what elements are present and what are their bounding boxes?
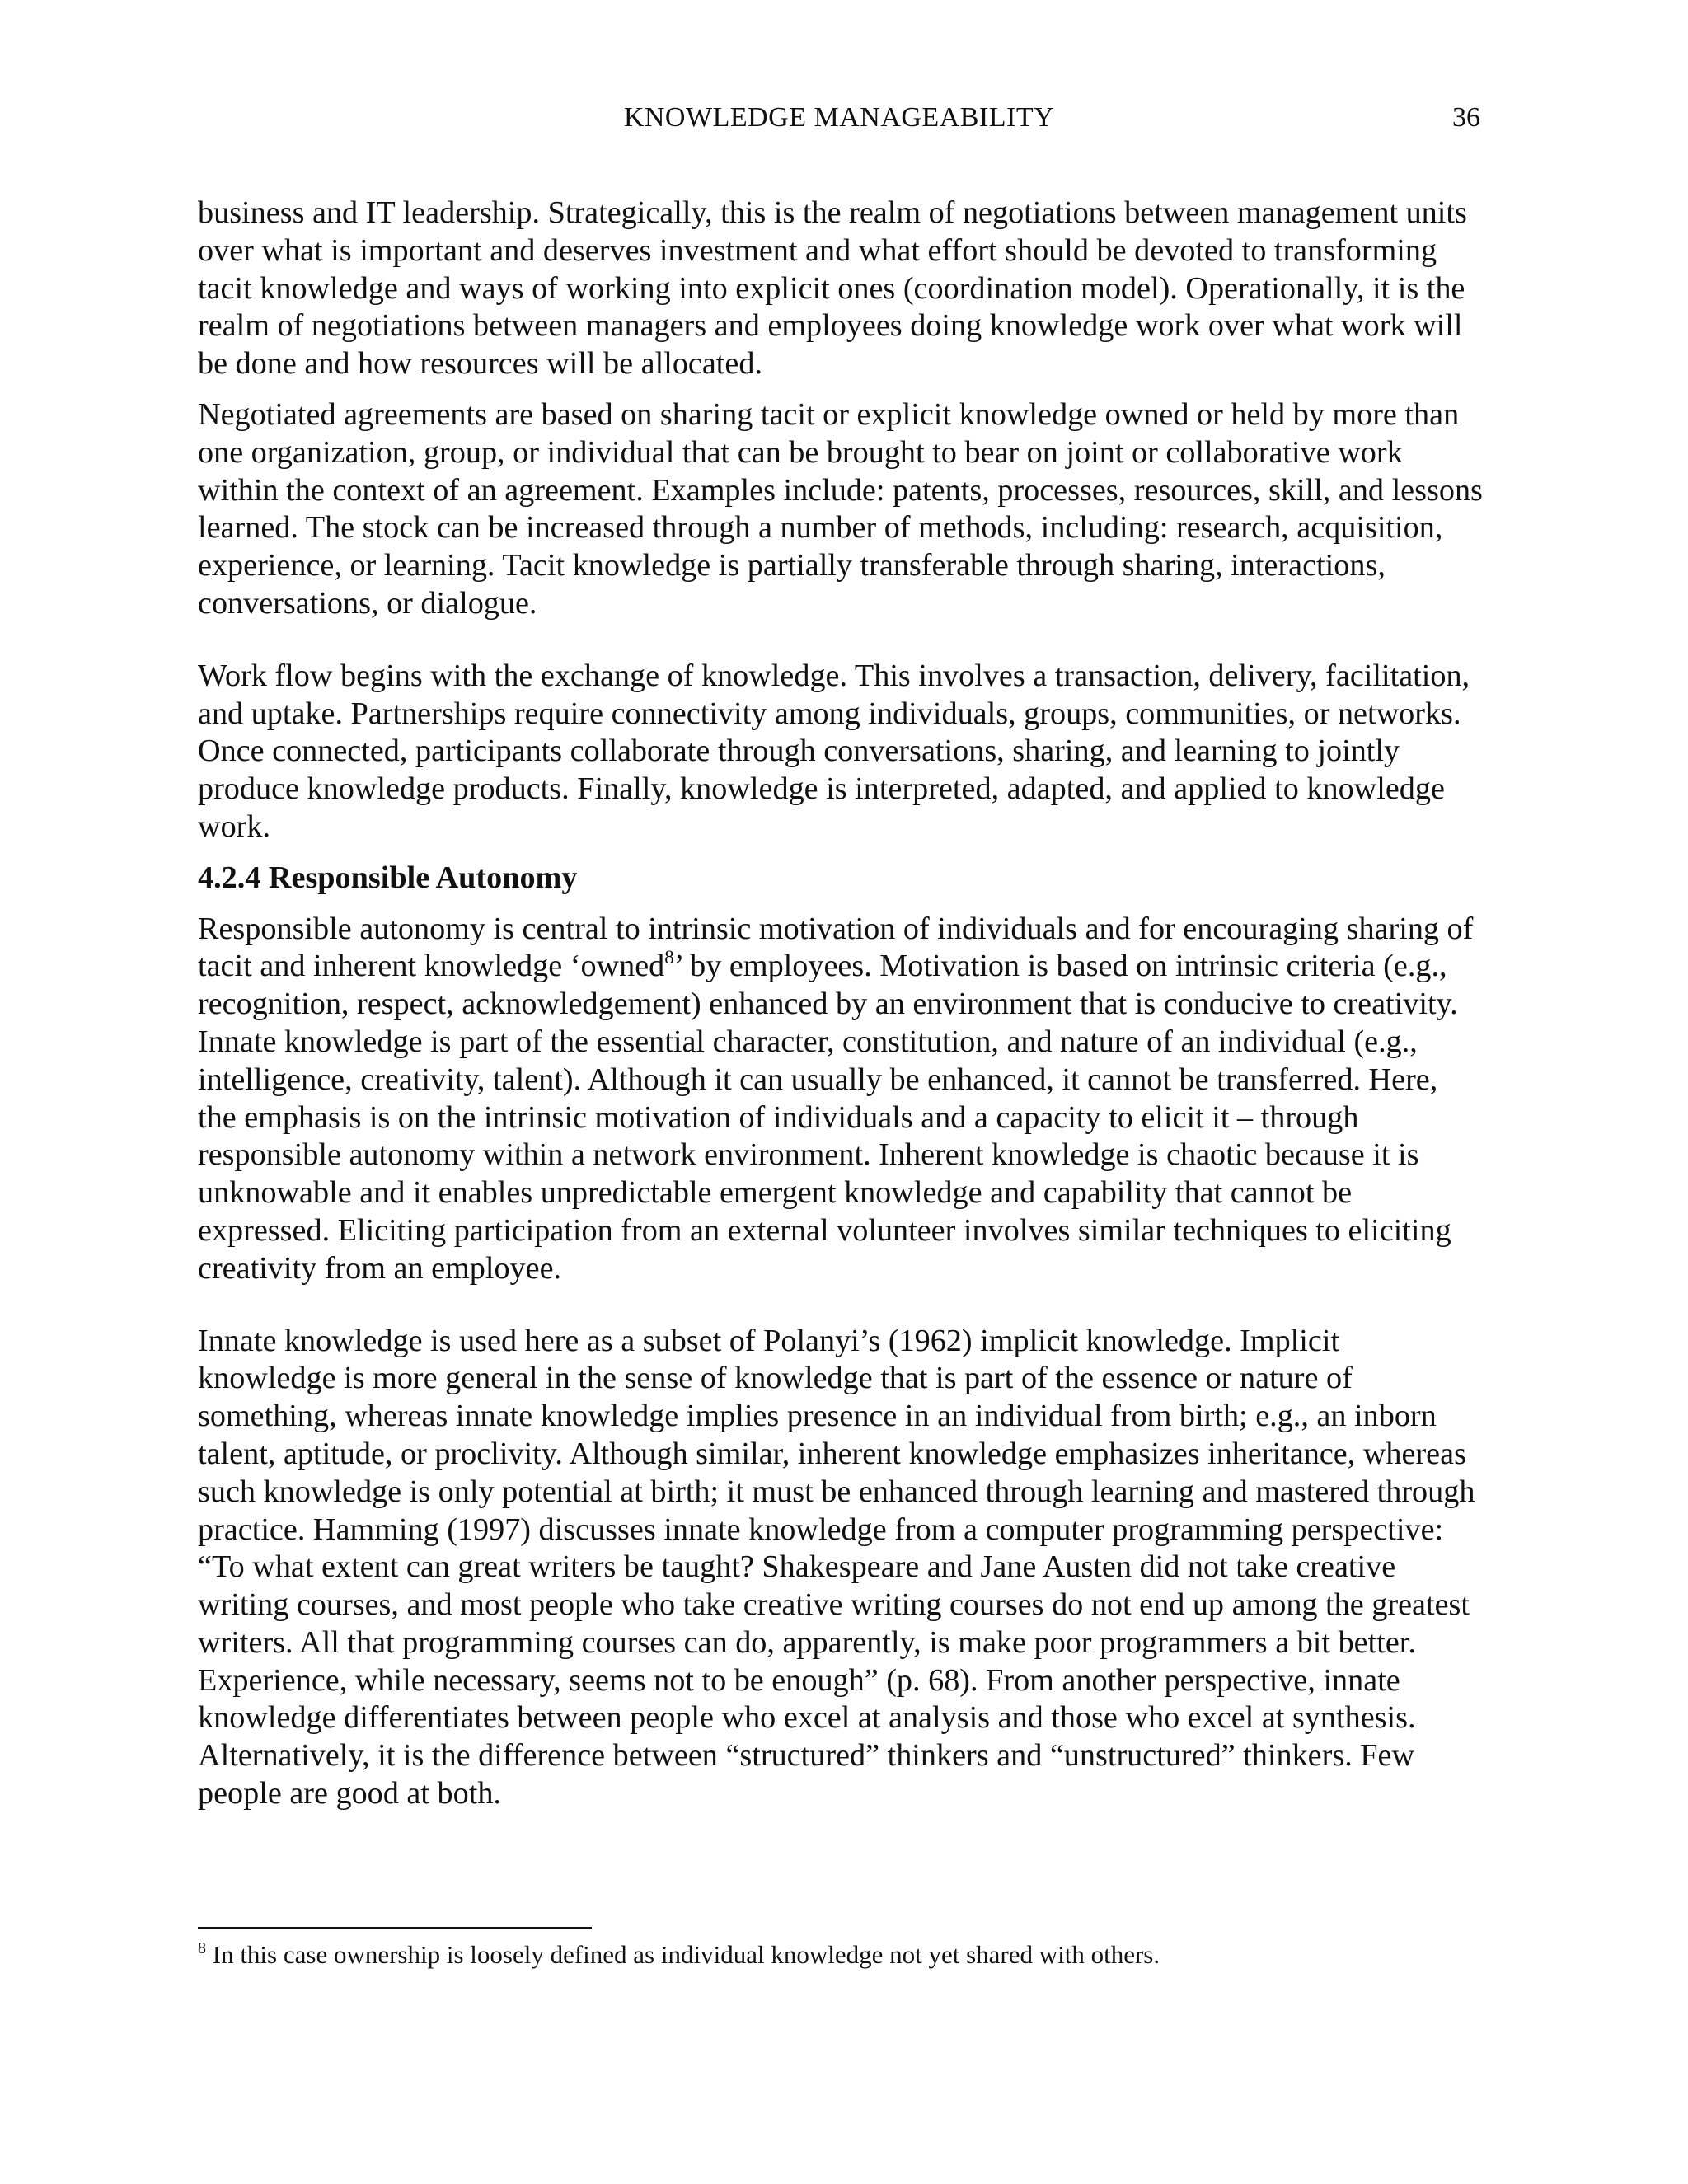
footnote-marker: 8 bbox=[198, 1939, 206, 1957]
running-title: KNOWLEDGE MANAGEABILITY bbox=[623, 102, 1055, 133]
paragraph-text-part: ’ by employees. Motivation is based on intrinsic criteria (e.g., recognition, respect, acknowledgement) enhanced by an environment that is conducive to creativity. Innate knowledge is part of the essential character, constitution, and nature of an individual (e.g., intelligence, creativity, talent). Although it can usually be enhanced, it cannot be transferred. Here, the emphasis is on the intrinsic motivation of individuals and a capacity to elicit it – through responsible autonomy within a network environment. Inherent knowledge is chaotic because it is unknowable and it enables unpredictable emergent knowledge and capability that cannot be expressed. Eliciting participation from an external volunteer involves similar techniques to eliciting creativity from an employee. bbox=[198, 949, 1458, 1286]
page-number: 36 bbox=[1452, 102, 1480, 133]
paragraph-text-part: Responsible autonomy is central to intrinsic motivation of individuals and for encouraging sharing of tacit and inherent knowledge ‘owned bbox=[198, 911, 1474, 984]
footnote-reference[interactable]: 8 bbox=[664, 947, 674, 968]
section-heading: 4.2.4 Responsible Autonomy bbox=[198, 860, 578, 895]
running-head bbox=[198, 97, 1480, 138]
body-text bbox=[198, 194, 1484, 1813]
footnote-text: In this case ownership is loosely defined as individual knowledge not yet shared with others. bbox=[206, 1940, 1160, 1969]
paragraph-work-flow: Work flow begins with the exchange of knowledge. This involves a transaction, delivery, facilitation, and uptake. Partnerships require connectivity among individuals, groups, communities, or networks. Once connected, participants collaborate through conversations, sharing, and learning to jointly produce knowledge products. Finally, knowledge is interpreted, adapted, and applied to knowledge work. bbox=[198, 658, 1470, 844]
footnote-divider bbox=[198, 1927, 592, 1929]
footnote bbox=[198, 1938, 1484, 1971]
paragraph-innate-knowledge: Innate knowledge is used here as a subset of Polanyi’s (1962) implicit knowledge. Implicit knowledge is more general in the sense of knowledge that is part of the essence or nature of something, whereas innate knowledge implies presence in an individual from birth; e.g., an inborn talent, aptitude, or proclivity. Although similar, inherent knowledge emphasizes inheritance, whereas such knowledge is only potential at birth; it must be enhanced through learning and mastered through practice. Hamming (1997) discusses innate knowledge from a computer programming perspective: “To what extent can great writers be taught? Shakespeare and Jane Austen did not take creative writing courses, and most people who take creative writing courses do not end up among the greatest writers. All that programming courses can do, apparently, is make poor programmers a bit better. Experience, while necessary, seems not to be enough” (p. 68). From another perspective, innate knowledge differentiates between people who excel at analysis and those who excel at synthesis. Alternatively, it is the difference between “structured” thinkers and “unstructured” thinkers. Few people are good at both. bbox=[198, 1323, 1475, 1811]
paragraph-continuation: business and IT leadership. Strategically, this is the realm of negotiations between management units over what is important and deserves investment and what effort should be devoted to transforming tacit knowledge and ways of working into explicit ones (coordination model). Operationally, it is the realm of negotiations between managers and employees doing knowledge work over what work will be done and how resources will be allocated. bbox=[198, 195, 1467, 382]
paragraph-responsible-autonomy bbox=[198, 911, 1484, 1288]
paragraph-negotiated-agreements: Negotiated agreements are based on sharing tacit or explicit knowledge owned or held by more than one organization, group, or individual that can be brought to bear on joint or collaborative work within the context of an agreement. Examples include: patents, processes, resources, skill, and lessons learned. The stock can be increased through a number of methods, including: research, acquisition, experience, or learning. Tacit knowledge is partially transferable through sharing, interactions, conversations, or dialogue. bbox=[198, 396, 1483, 621]
